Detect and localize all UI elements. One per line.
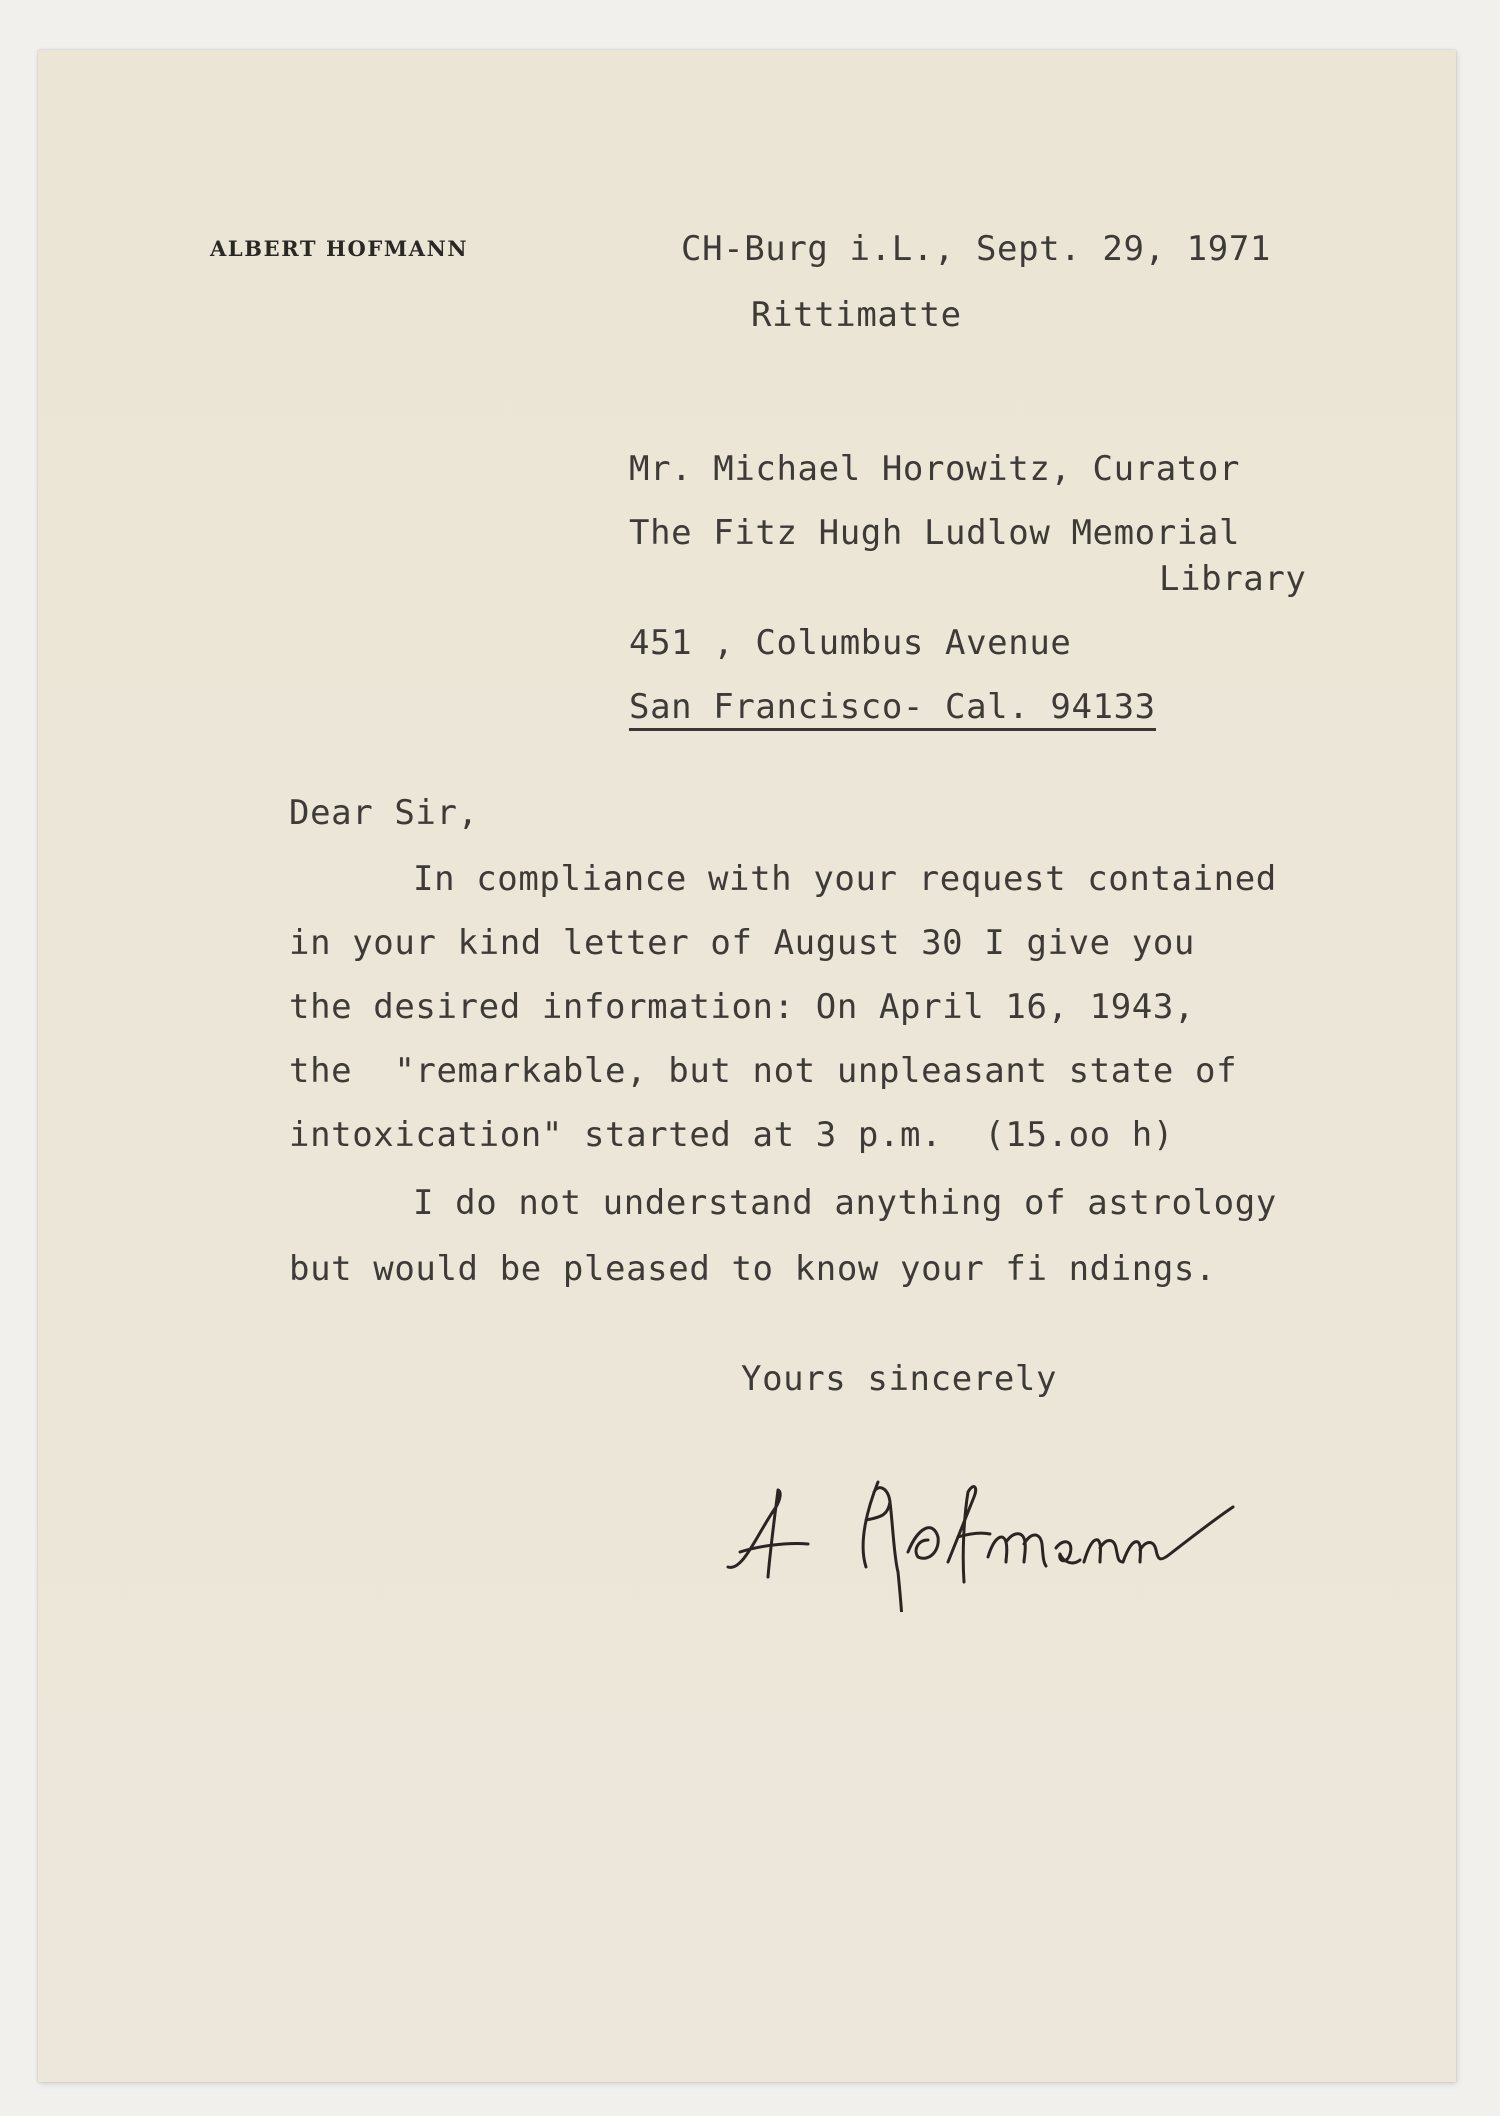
body-line: In compliance with your request contained	[413, 859, 1277, 899]
body-line: but would be pleased to know your fi ndings.	[289, 1249, 1217, 1289]
handwritten-signature	[718, 1462, 1258, 1612]
salutation: Dear Sir,	[289, 793, 479, 833]
recipient-line-2: The Fitz Hugh Ludlow Memorial	[629, 513, 1241, 553]
body-line: the "remarkable, but not unpleasant state of	[289, 1051, 1238, 1091]
body-line: I do not understand anything of astrology	[413, 1183, 1277, 1223]
closing: Yours sincerely	[741, 1359, 1058, 1399]
body-line: in your kind letter of August 30 I give you	[289, 923, 1195, 963]
body-line: intoxication" started at 3 p.m. (15.oo h)	[289, 1115, 1174, 1155]
street: Rittimatte	[751, 295, 962, 335]
recipient-line-4: 451 , Columbus Avenue	[629, 623, 1072, 663]
body-line: the desired information: On April 16, 1943,	[289, 987, 1195, 1027]
place-date: CH-Burg i.L., Sept. 29, 1971	[681, 229, 1271, 269]
recipient-line-1: Mr. Michael Horowitz, Curator	[629, 449, 1241, 489]
recipient-line-5: San Francisco- Cal. 94133	[629, 690, 1156, 731]
letterhead: ALBERT HOFMANN	[210, 236, 469, 261]
recipient-line-3: Library	[1159, 559, 1307, 599]
